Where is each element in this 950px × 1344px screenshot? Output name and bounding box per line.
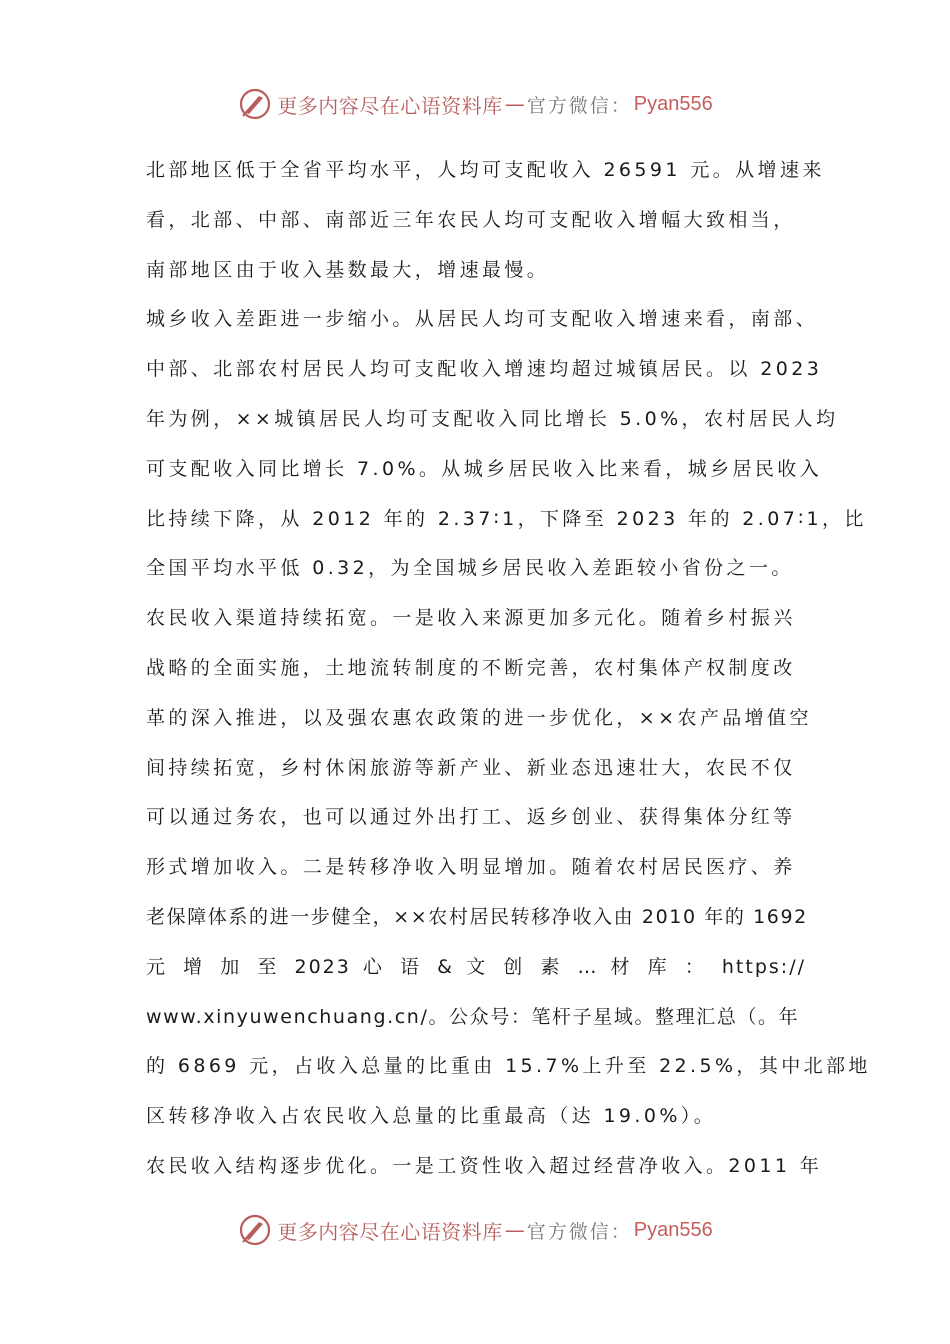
- banner-wechat-id: Pyan556: [633, 1218, 713, 1241]
- header-banner: [0, 84, 950, 124]
- body-line: 比持续下降，从 2012 年的 2.37∶1，下降至 2023 年的 2.07∶1，比: [146, 507, 867, 530]
- body-line: 中部、北部农村居民人均可支配收入增速均超过城镇居民。以 2023: [146, 358, 823, 381]
- body-line: 形式增加收入。二是转移净收入明显增加。随着农村居民医疗、养: [146, 856, 796, 879]
- body-line: 元 增 加 至 2023 心 语 & 文 创 素 … 材 库 ： https://: [146, 955, 806, 978]
- body-line: 看，北部、中部、南部近三年农民人均可支配收入增幅大致相当，: [146, 208, 796, 231]
- body-line: www.xinyuwenchuang.cn/。公众号：笔杆子星域。整理汇总（。年: [146, 1005, 800, 1028]
- body-line: 战略的全面实施，土地流转制度的不断完善，农村集体产权制度改: [146, 656, 796, 679]
- body-line: 间持续拓宽，乡村休闲旅游等新产业、新业态迅速壮大，农民不仅: [146, 756, 796, 779]
- body-line: 区转移净收入占农民收入总量的比重最高（达 19.0%）。: [146, 1105, 717, 1128]
- banner-wechat-label: 官方微信：: [526, 94, 632, 117]
- body-line: 农民收入渠道持续拓宽。一是收入来源更加多元化。随着乡村振兴: [146, 607, 796, 630]
- banner-slogan: 更多内容尽在心语资料库: [277, 1219, 503, 1244]
- banner-wechat-label: 官方微信：: [526, 1220, 632, 1243]
- body-line: 可以通过务农，也可以通过外出打工、返乡创业、获得集体分红等: [146, 806, 796, 829]
- body-line: 南部地区由于收入基数最大，增速最慢。: [146, 258, 550, 281]
- banner-dash: —: [504, 92, 525, 116]
- body-line: 北部地区低于全省平均水平，人均可支配收入 26591 元。从增速来: [146, 159, 825, 181]
- body-line: 可支配收入同比增长 7.0%。从城乡居民收入比来看，城乡居民收入: [146, 457, 823, 480]
- document-body: [146, 146, 871, 1192]
- banner-dash: —: [504, 1218, 525, 1242]
- pen-logo-icon: [237, 86, 273, 122]
- pen-logo-icon: [237, 1212, 273, 1248]
- footer-banner: [0, 1210, 950, 1250]
- banner-slogan: 更多内容尽在心语资料库: [277, 93, 503, 118]
- banner-wechat-id: Pyan556: [633, 92, 713, 115]
- body-line: 全国平均水平低 0.32，为全国城乡居民收入差距较小省份之一。: [146, 557, 794, 580]
- body-line: 农民收入结构逐步优化。一是工资性收入超过经营净收入。2011 年: [146, 1154, 823, 1177]
- body-line: 年为例，××城镇居民人均可支配收入同比增长 5.0%，农村居民人均: [146, 407, 839, 430]
- body-line: 革的深入推进，以及强农惠农政策的进一步优化，××农产品增值空: [146, 706, 812, 729]
- body-line: 老保障体系的进一步健全，××农村居民转移净收入由 2010 年的 1692: [146, 905, 808, 928]
- body-line: 的 6869 元，占收入总量的比重由 15.7%上升至 22.5%，其中北部地: [146, 1055, 871, 1078]
- body-line: 城乡收入差距进一步缩小。从居民人均可支配收入增速来看，南部、: [146, 308, 819, 331]
